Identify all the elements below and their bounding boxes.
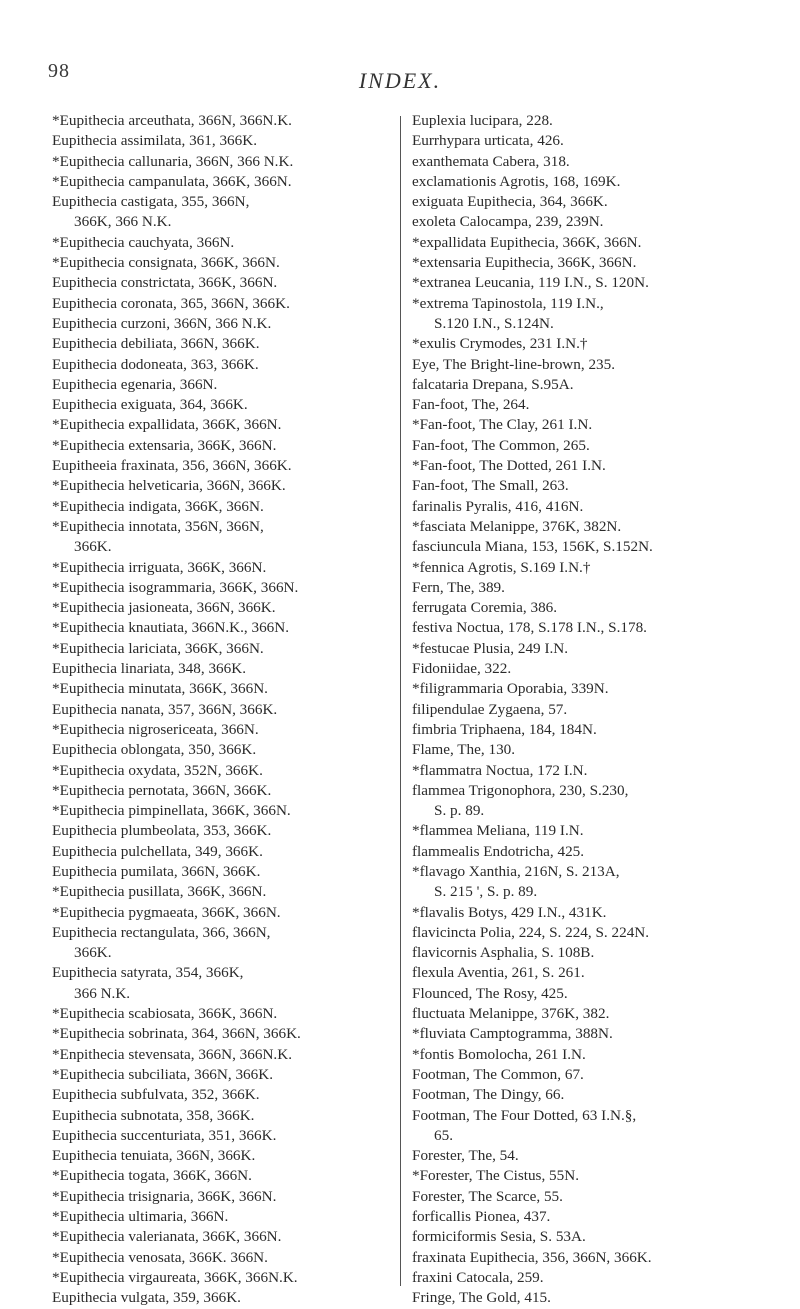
index-entry: *Eupithecia isogrammaria, 366K, 366N. xyxy=(52,578,299,596)
index-entry: *flavalis Botys, 429 I.N., 431K. xyxy=(412,903,607,921)
index-entry: Eupithecia rectangulata, 366, 366N, xyxy=(52,923,271,941)
index-entry: Eupithecia nanata, 357, 366N, 366K. xyxy=(52,700,278,718)
index-entry: Fan-foot, The, 264. xyxy=(412,396,530,414)
index-entry: Fan-foot, The Small, 263. xyxy=(412,477,569,495)
index-entry: Forester, The Scarce, 55. xyxy=(412,1187,563,1205)
index-entry: *Eupithecia pernotata, 366N, 366K. xyxy=(52,781,272,799)
index-entry: *Eupithecia nigrosericeata, 366N. xyxy=(52,720,259,738)
index-entry: *expallidata Eupithecia, 366K, 366N. xyxy=(412,233,642,251)
index-entry: flavicincta Polia, 224, S. 224, S. 224N. xyxy=(412,923,650,941)
index-entry: *flammea Meliana, 119 I.N. xyxy=(412,822,584,840)
index-entry: Eupithecia oblongata, 350, 366K. xyxy=(52,741,257,759)
index-entry: flavicornis Asphalia, S. 108B. xyxy=(412,944,595,962)
index-entry: Eupithecia coronata, 365, 366N, 366K. xyxy=(52,294,290,312)
index-entry: *Eupithecia arceuthata, 366N, 366N.K. xyxy=(52,112,292,129)
index-entry: Flame, The, 130. xyxy=(412,741,516,759)
index-entry-continuation: 65. xyxy=(434,1126,453,1144)
index-entry: *Eupithecia subciliata, 366N, 366K. xyxy=(52,1065,274,1083)
index-entry-continuation: S.120 I.N., S.124N. xyxy=(434,314,554,332)
index-entry: festiva Noctua, 178, S.178 I.N., S.178. xyxy=(412,619,647,637)
index-entry: *exulis Crymodes, 231 I.N.† xyxy=(412,335,588,353)
index-entry: *Eupithecia valerianata, 366K, 366N. xyxy=(52,1228,282,1246)
index-entry: *Eupithecia campanulata, 366K, 366N. xyxy=(52,172,292,190)
index-entry: *Eupithecia venosata, 366K. 366N. xyxy=(52,1248,268,1266)
index-entry: *fennica Agrotis, S.169 I.N.† xyxy=(412,558,591,576)
index-entry: *Forester, The Cistus, 55N. xyxy=(412,1167,580,1185)
index-entry: *Eupithecia scabiosata, 366K, 366N. xyxy=(52,1005,278,1023)
index-entry: fimbria Triphaena, 184, 184N. xyxy=(412,720,597,738)
index-entry: fasciuncula Miana, 153, 156K, S.152N. xyxy=(412,538,653,556)
index-entry: *Eupithecia sobrinata, 364, 366N, 366K. xyxy=(52,1025,301,1043)
index-entry: *filigrammaria Oporabia, 339N. xyxy=(412,680,609,698)
index-entry: *flammatra Noctua, 172 I.N. xyxy=(412,761,588,779)
index-entry: Eye, The Bright-line-brown, 235. xyxy=(412,355,616,373)
index-entry: exiguata Eupithecia, 364, 366K. xyxy=(412,193,608,211)
index-entry: Eupithecia constrictata, 366K, 366N. xyxy=(52,274,278,292)
index-entry: exclamationis Agrotis, 168, 169K. xyxy=(412,172,621,190)
index-entry: filipendulae Zygaena, 57. xyxy=(412,700,568,718)
index-entry: *Eupithecia cauchyata, 366N. xyxy=(52,233,235,251)
index-entry: Eupithecia egenaria, 366N. xyxy=(52,375,218,393)
index-entry: *flavago Xanthia, 216N, S. 213A, xyxy=(412,862,620,880)
index-entry: flexula Aventia, 261, S. 261. xyxy=(412,964,585,982)
index-entry-continuation: 366K. xyxy=(74,944,112,962)
index-entry: Eupithecia linariata, 348, 366K. xyxy=(52,660,247,678)
index-entry: Fan-foot, The Common, 265. xyxy=(412,436,590,454)
index-entry: *Eupithecia virgaureata, 366K, 366N.K. xyxy=(52,1268,298,1286)
left-index-column xyxy=(52,111,392,1309)
page-number: 98 xyxy=(48,60,70,82)
index-entry: *Eupithecia jasioneata, 366N, 366K. xyxy=(52,599,276,617)
index-entry: fraxini Catocala, 259. xyxy=(412,1268,544,1286)
index-entry: Fringe, The Gold, 415. xyxy=(412,1289,551,1307)
index-entry: *festucae Plusia, 249 I.N. xyxy=(412,639,569,657)
index-entry: *Eupithecia pygmaeata, 366K, 366N. xyxy=(52,903,281,921)
index-entry: *Fan-foot, The Dotted, 261 I.N. xyxy=(412,457,606,475)
running-title: INDEX. xyxy=(358,68,442,93)
index-entry-continuation: S. p. 89. xyxy=(434,802,485,820)
index-entry: flammealis Endotricha, 425. xyxy=(412,842,585,860)
index-entry: *Eupithecia consignata, 366K, 366N. xyxy=(52,254,280,272)
index-entry: exanthemata Cabera, 318. xyxy=(412,152,570,170)
index-entry: Eupitheeia fraxinata, 356, 366N, 366K. xyxy=(52,457,292,475)
index-entry: Fidoniidae, 322. xyxy=(412,660,512,678)
index-entry: falcataria Drepana, S.95A. xyxy=(412,375,574,393)
index-entry: Footman, The Dingy, 66. xyxy=(412,1086,565,1104)
index-entry: *Eupithecia innotata, 356N, 366N, xyxy=(52,517,264,535)
index-entry: *fluviata Camptogramma, 388N. xyxy=(412,1025,613,1043)
index-entry: Flounced, The Rosy, 425. xyxy=(412,984,568,1002)
index-entry: Eupithecia tenuiata, 366N, 366K. xyxy=(52,1147,256,1165)
index-entry-continuation: 366 N.K. xyxy=(74,984,131,1002)
index-entry: ferrugata Coremia, 386. xyxy=(412,599,558,617)
index-entry: fraxinata Eupithecia, 356, 366N, 366K. xyxy=(412,1248,652,1266)
index-entry: Euplexia lucipara, 228. xyxy=(412,112,553,129)
index-entry: Eupithecia castigata, 355, 366N, xyxy=(52,193,250,211)
index-entry: Eupithecia assimilata, 361, 366K. xyxy=(52,132,257,150)
index-entry: fluctuata Melanippe, 376K, 382. xyxy=(412,1005,610,1023)
index-entry: *Eupithecia ultimaria, 366N. xyxy=(52,1208,229,1226)
index-entry: Eupithecia succenturiata, 351, 366K. xyxy=(52,1126,277,1144)
index-entry: *fontis Bomolocha, 261 I.N. xyxy=(412,1045,586,1063)
index-entry: *Eupithecia minutata, 366K, 366N. xyxy=(52,680,268,698)
index-entry: exoleta Calocampa, 239, 239N. xyxy=(412,213,604,231)
index-entry: farinalis Pyralis, 416, 416N. xyxy=(412,497,584,515)
right-index-column xyxy=(412,111,767,1309)
index-entry: Eurrhypara urticata, 426. xyxy=(412,132,564,150)
index-entry: *Enpithecia stevensata, 366N, 366N.K. xyxy=(52,1045,292,1063)
index-entry: *Eupithecia pimpinellata, 366K, 366N. xyxy=(52,802,291,820)
index-entry: *extrema Tapinostola, 119 I.N., xyxy=(412,294,604,312)
index-entry: *Eupithecia callunaria, 366N, 366 N.K. xyxy=(52,152,294,170)
index-entry: *Eupithecia oxydata, 352N, 366K. xyxy=(52,761,263,779)
index-entry: Eupithecia subfulvata, 352, 366K. xyxy=(52,1086,260,1104)
index-entry: *Eupithecia pusillata, 366K, 366N. xyxy=(52,883,267,901)
index-entry: Eupithecia vulgata, 359, 366K. xyxy=(52,1289,241,1307)
index-entry: Eupithecia dodoneata, 363, 366K. xyxy=(52,355,259,373)
index-entry: formiciformis Sesia, S. 53A. xyxy=(412,1228,586,1246)
index-entry: *Eupithecia helveticaria, 366N, 366K. xyxy=(52,477,286,495)
index-entry: Eupithecia pumilata, 366N, 366K. xyxy=(52,862,261,880)
index-entry: Eupithecia satyrata, 354, 366K, xyxy=(52,964,244,982)
index-entry: *Eupithecia irriguata, 366K, 366N. xyxy=(52,558,267,576)
index-entry: Eupithecia subnotata, 358, 366K. xyxy=(52,1106,255,1124)
index-entry: *Eupithecia trisignaria, 366K, 366N. xyxy=(52,1187,277,1205)
index-entry: *Eupithecia indigata, 366K, 366N. xyxy=(52,497,264,515)
index-entry: *Eupithecia expallidata, 366K, 366N. xyxy=(52,416,282,434)
index-entry: *Eupithecia togata, 366K, 366N. xyxy=(52,1167,252,1185)
index-entry: Eupithecia debiliata, 366N, 366K. xyxy=(52,335,260,353)
index-entry: *Eupithecia lariciata, 366K, 366N. xyxy=(52,639,264,657)
index-entry-continuation: 366K. xyxy=(74,538,112,556)
index-entry: Footman, The Common, 67. xyxy=(412,1065,584,1083)
index-entry-continuation: 366K, 366 N.K. xyxy=(74,213,172,231)
index-entry: *extranea Leucania, 119 I.N., S. 120N. xyxy=(412,274,649,292)
index-entry: Eupithecia pulchellata, 349, 366K. xyxy=(52,842,263,860)
index-entry: Eupithecia exiguata, 364, 366K. xyxy=(52,396,248,414)
index-entry: *Eupithecia extensaria, 366K, 366N. xyxy=(52,436,277,454)
index-entry: Footman, The Four Dotted, 63 I.N.§, xyxy=(412,1106,637,1124)
index-entry: *fasciata Melanippe, 376K, 382N. xyxy=(412,517,622,535)
column-divider xyxy=(400,116,401,1286)
index-entry: *Eupithecia knautiata, 366N.K., 366N. xyxy=(52,619,290,637)
index-entry: forficallis Pionea, 437. xyxy=(412,1208,551,1226)
index-entry: *extensaria Eupithecia, 366K, 366N. xyxy=(412,254,637,272)
index-entry: Forester, The, 54. xyxy=(412,1147,519,1165)
index-entry: flammea Trigonophora, 230, S.230, xyxy=(412,781,629,799)
index-entry-continuation: S. 215 ', S. p. 89. xyxy=(434,883,538,901)
index-entry: Eupithecia curzoni, 366N, 366 N.K. xyxy=(52,314,272,332)
index-entry: *Fan-foot, The Clay, 261 I.N. xyxy=(412,416,593,434)
index-entry: Eupithecia plumbeolata, 353, 366K. xyxy=(52,822,272,840)
index-entry: Fern, The, 389. xyxy=(412,578,505,596)
